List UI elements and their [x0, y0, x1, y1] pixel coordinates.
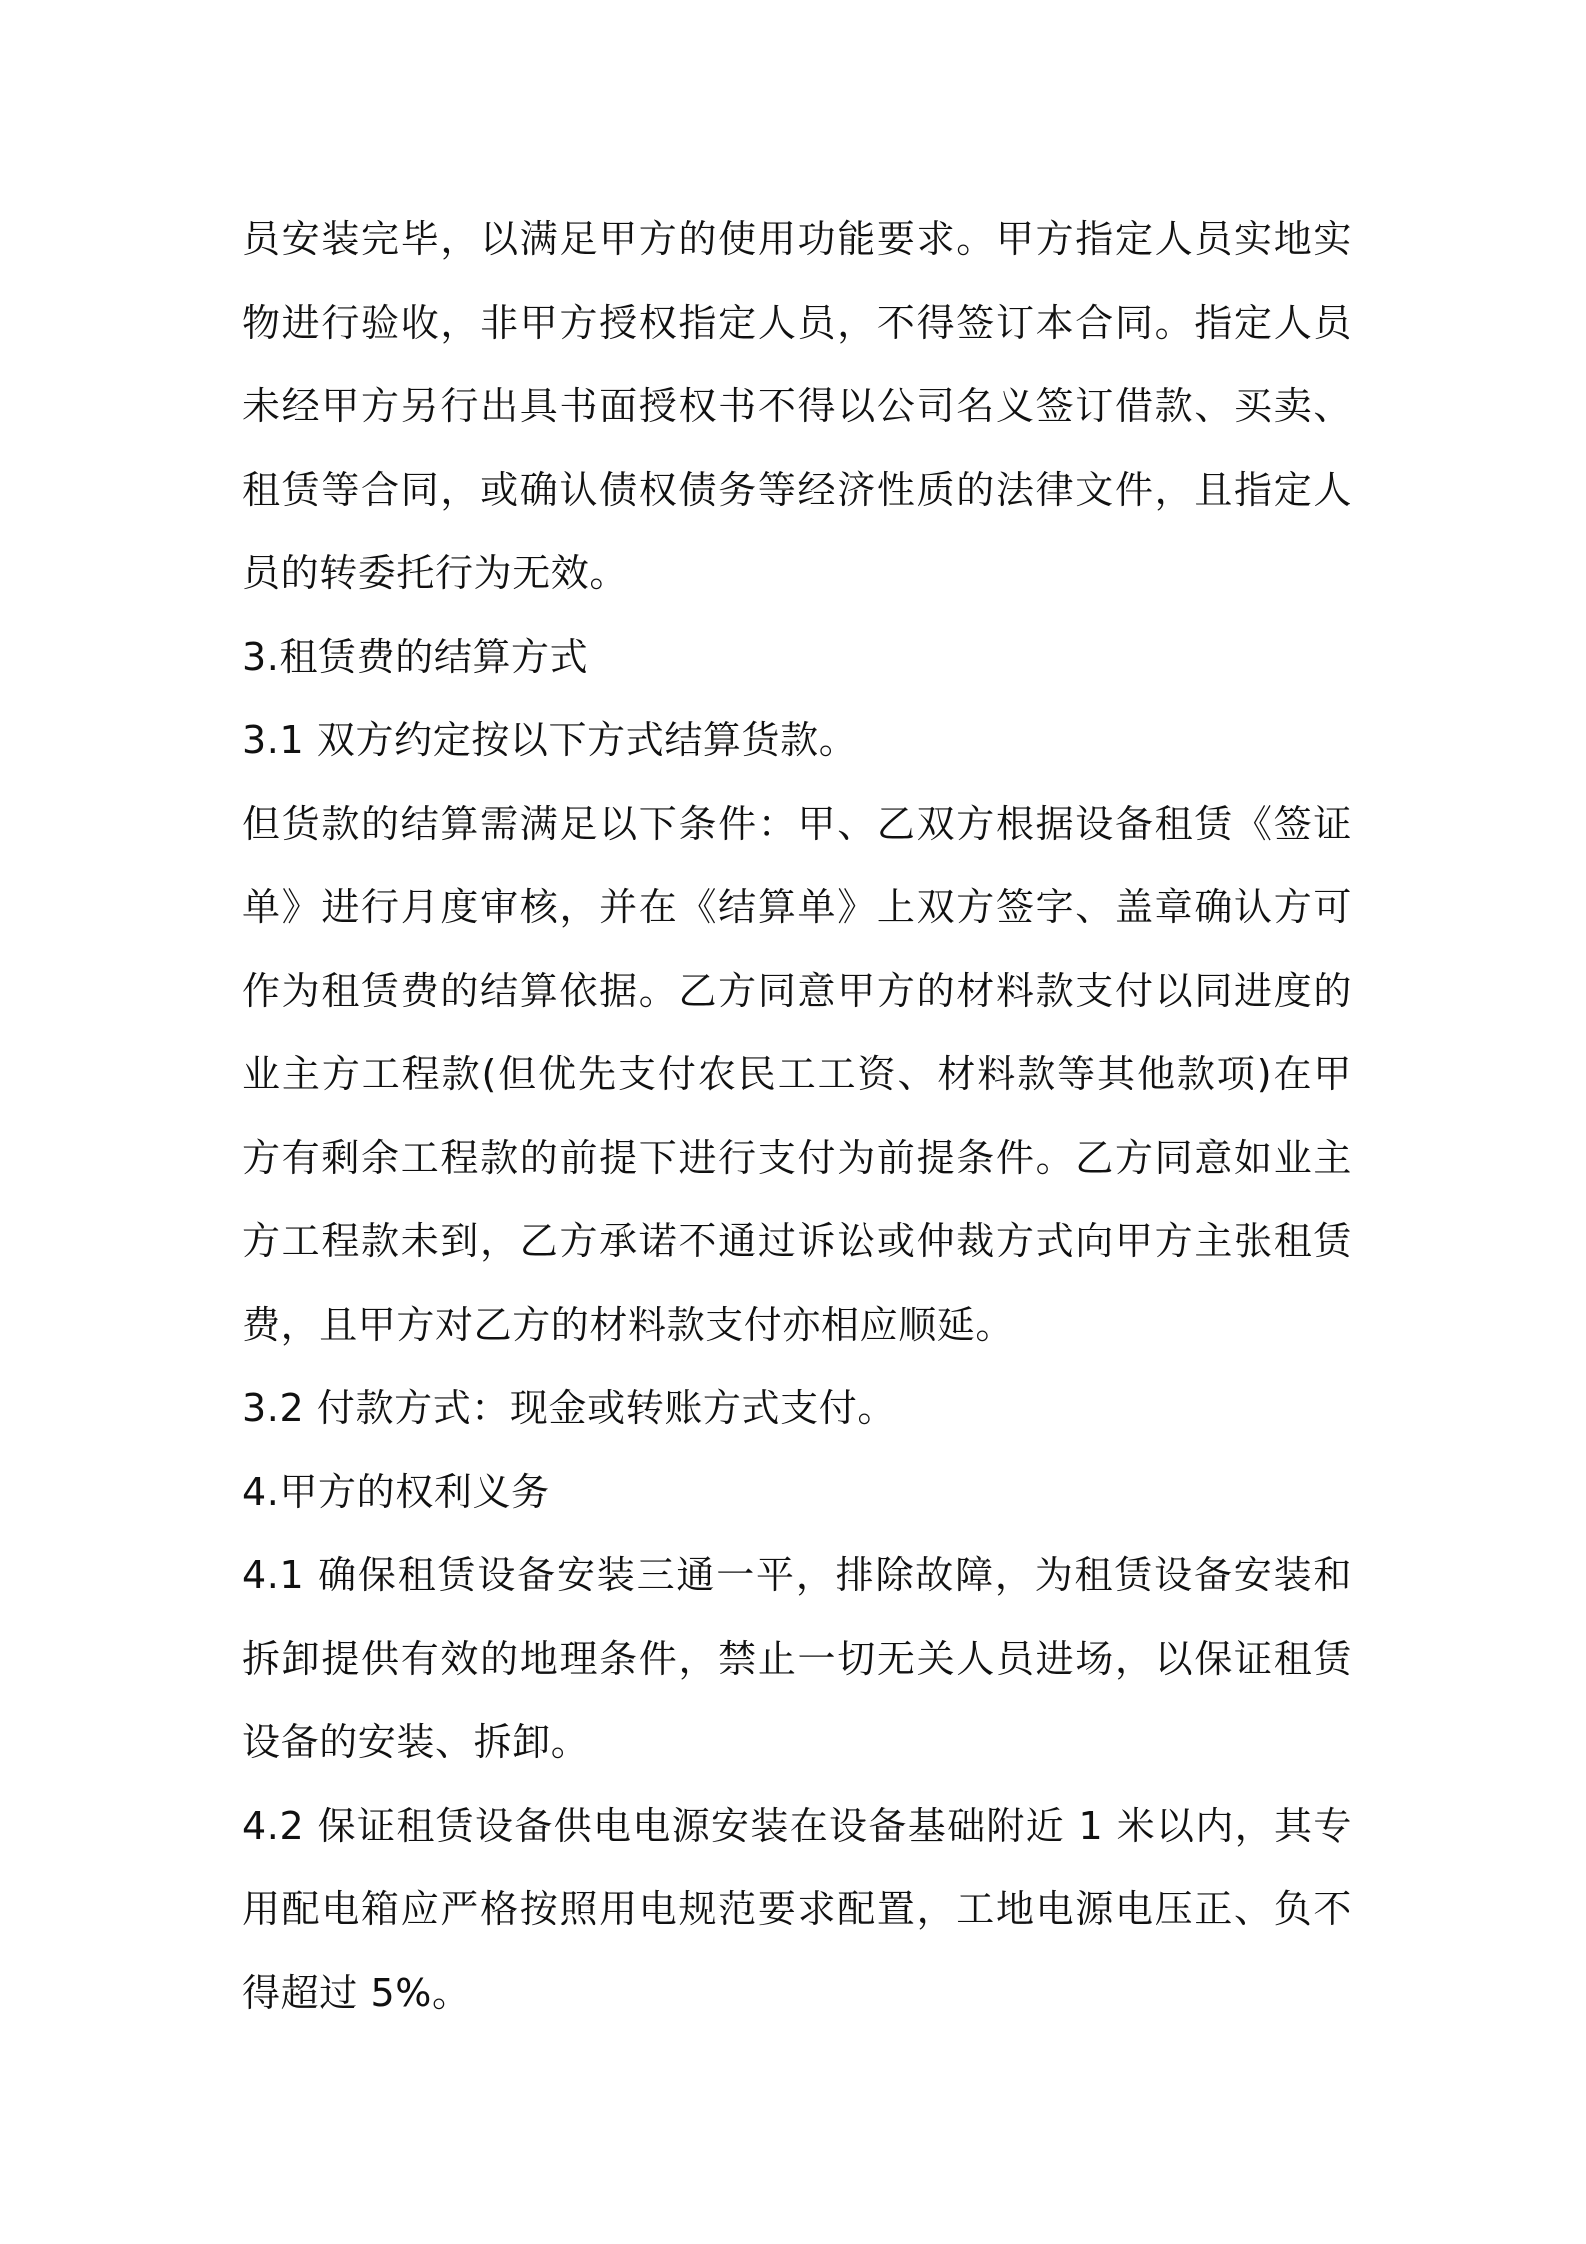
paragraph-settlement-conditions: 但货款的结算需满足以下条件：甲、乙双方根据设备租赁《签证单》进行月度审核，并在《结算单》上双方签字、盖章确认方可作为租赁费的结算依据。乙方同意甲方的材料款支付以同进度的业主方工程款(但优先支付农民工工资、材料款等其他款项)在甲方有剩余工程款的前提下进行支付为前提条件。乙方同意如业主方工程款未到，乙方承诺不通过诉讼或仲裁方式向甲方主张租赁费，且甲方对乙方的材料款支付亦相应顺延。 — [242, 801, 1352, 1347]
heading-settlement-method: 3.租赁费的结算方式 — [242, 634, 589, 679]
document-body — [242, 198, 1352, 2035]
clause-3-2: 3.2 付款方式：现金或转账方式支付。 — [242, 1386, 896, 1430]
heading-party-a-rights: 4.甲方的权利义务 — [242, 1469, 550, 1514]
clause-4-1: 4.1 确保租赁设备安装三通一平，排除故障，为租赁设备安装和拆卸提供有效的地理条件，禁止一切无关人员进场，以保证租赁设备的安装、拆卸。 — [242, 1553, 1352, 1764]
clause-3-1: 3.1 双方约定按以下方式结算货款。 — [242, 718, 858, 762]
paragraph-continuation: 员安装完毕，以满足甲方的使用功能要求。甲方指定人员实地实物进行验收，非甲方授权指定人员，不得签订本合同。指定人员未经甲方另行出具书面授权书不得以公司名义签订借款、买卖、租赁等合同，或确认债权债务等经济性质的法律文件，且指定人员的转委托行为无效。 — [242, 217, 1352, 595]
clause-4-2: 4.2 保证租赁设备供电电源安装在设备基础附近 1 米以内，其专用配电箱应严格按照用电规范要求配置，工地电源电压正、负不得超过 5%。 — [242, 1803, 1352, 2015]
